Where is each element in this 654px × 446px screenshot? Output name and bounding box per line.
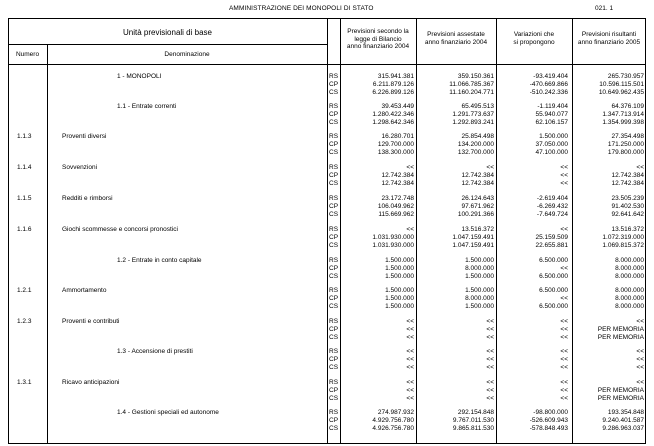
row-type-code: CP [329, 141, 339, 148]
table-cell: 8.000.000 [615, 303, 644, 310]
row-type-code: CP [329, 172, 339, 179]
table-cell: << [486, 318, 494, 325]
header-numero: Numero [15, 51, 40, 58]
divider [327, 18, 328, 444]
table-cell: << [406, 395, 414, 402]
divider [47, 44, 48, 444]
table-cell: << [560, 326, 568, 333]
table-cell: 92.641.642 [611, 211, 644, 218]
table-cell: 8.000.000 [465, 295, 494, 302]
table-cell: << [560, 164, 568, 171]
table-cell: << [560, 295, 568, 302]
table-cell: << [560, 348, 568, 355]
row-type-code: CS [329, 364, 339, 371]
table-cell: 8.000.000 [465, 265, 494, 272]
row-type-code: RS [329, 318, 339, 325]
table-cell: PER MEMORIA [597, 326, 644, 333]
table-cell: 100.291.366 [457, 211, 494, 218]
table-cell: 1.500.000 [385, 257, 414, 264]
row-type-code: RS [329, 348, 339, 355]
table-cell: << [636, 364, 644, 371]
table-cell: << [560, 387, 568, 394]
table-cell: 9.767.011.530 [452, 417, 494, 424]
table-cell: 12.742.384 [381, 180, 414, 187]
table-cell: -1.119.404 [537, 103, 568, 110]
table-cell: 1.298.642.346 [372, 119, 414, 126]
table-cell: -7.649.724 [536, 211, 568, 218]
table-cell: 106.049.962 [377, 203, 414, 210]
table-cell: 129.700.000 [377, 141, 414, 148]
table-cell: << [560, 180, 568, 187]
table-cell: << [486, 326, 494, 333]
table-cell: 6.211.879.126 [372, 81, 414, 88]
row-type-code: CS [329, 119, 339, 126]
table-cell: 1.031.930.000 [372, 234, 414, 241]
row-denominazione: Proventi diversi [62, 133, 107, 140]
table-cell: PER MEMORIA [597, 395, 644, 402]
table-cell: 1.047.159.491 [452, 234, 494, 241]
table-cell: << [636, 318, 644, 325]
row-type-code: CP [329, 234, 339, 241]
row-type-code: CS [329, 334, 339, 341]
table-cell: 6.500.000 [539, 257, 568, 264]
row-denominazione: Sovvenzioni [62, 164, 98, 171]
table-cell: 11.160.204.771 [449, 89, 494, 96]
table-cell: 62.106.157 [535, 119, 568, 126]
table-cell: 1.354.999.398 [602, 119, 644, 126]
row-type-code: RS [329, 379, 339, 386]
table-cell: 8.000.000 [615, 287, 644, 294]
table-cell: 6.500.000 [539, 273, 568, 280]
table-cell: 1.500.000 [465, 303, 494, 310]
row-type-code: CP [329, 417, 339, 424]
row-type-code: CS [329, 303, 339, 310]
table-cell: 6.500.000 [539, 303, 568, 310]
table-cell: << [636, 379, 644, 386]
table-cell: 13.516.372 [461, 226, 494, 233]
row-number: 1.1.4 [17, 164, 32, 171]
table-cell: 292.154.848 [457, 409, 494, 416]
table-cell: 265.730.957 [607, 73, 644, 80]
row-denominazione: 1.1 - Entrate correnti [117, 103, 177, 110]
table-cell: << [560, 356, 568, 363]
table-cell: << [406, 226, 414, 233]
table-cell: 26.124.643 [461, 195, 494, 202]
table-cell: 12.742.384 [461, 180, 494, 187]
table-cell: 115.669.962 [378, 211, 414, 218]
table-cell: 1.047.159.491 [452, 242, 494, 249]
row-type-code: RS [329, 226, 339, 233]
table-cell: -526.609.943 [529, 417, 568, 424]
row-number: 1.1.5 [17, 195, 32, 202]
table-cell: 9.286.963.037 [602, 425, 644, 432]
table-cell: << [486, 395, 494, 402]
table-cell: 134.200.000 [457, 141, 494, 148]
table-cell: 1.500.000 [385, 303, 414, 310]
row-type-code: CP [329, 326, 339, 333]
table-cell: 9.240.401.587 [602, 417, 644, 424]
table-cell: 1.347.713.914 [602, 111, 644, 118]
table-cell: << [486, 164, 494, 171]
row-denominazione: 1.2 - Entrate in conto capitale [117, 257, 202, 264]
table-cell: << [560, 364, 568, 371]
table-cell: << [560, 379, 568, 386]
table-cell: << [486, 364, 494, 371]
row-type-code: CP [329, 295, 339, 302]
row-type-code: RS [329, 195, 339, 202]
table-cell: << [406, 164, 414, 171]
table-cell: << [486, 379, 494, 386]
row-type-code: CS [329, 425, 339, 432]
page-number: 021. 1 [595, 5, 614, 12]
table-cell: 9.865.811.530 [452, 425, 494, 432]
row-type-code: RS [329, 257, 339, 264]
row-type-code: CS [329, 89, 339, 96]
table-cell: 4.926.756.780 [372, 425, 414, 432]
row-type-code: CP [329, 81, 339, 88]
row-number: 1.1.6 [17, 226, 32, 233]
table-cell: 1.500.000 [465, 287, 494, 294]
table-cell: 10.649.962.435 [598, 89, 644, 96]
table-cell: 23.505.239 [611, 195, 644, 202]
table-cell: 23.172.748 [381, 195, 414, 202]
row-denominazione: Proventi e contributi [62, 318, 120, 325]
table-cell: << [560, 318, 568, 325]
row-number: 1.2.1 [17, 287, 32, 294]
table-cell: << [406, 364, 414, 371]
row-type-code: CP [329, 111, 339, 118]
row-denominazione: Giochi scommesse e concorsi pronostici [62, 226, 178, 233]
table-cell: << [406, 387, 414, 394]
table-cell: << [486, 348, 494, 355]
row-denominazione: 1.3 - Accensione di prestiti [117, 348, 193, 355]
table-cell: -510.242.336 [529, 89, 568, 96]
table-cell: 1.072.319.000 [602, 234, 644, 241]
table-cell: 37.050.000 [535, 141, 568, 148]
table-cell: 39.453.449 [381, 103, 414, 110]
table-cell: 55.940.077 [535, 111, 568, 118]
table-cell: 12.742.384 [611, 172, 644, 179]
row-type-code: CP [329, 265, 339, 272]
table-cell: << [406, 334, 414, 341]
header-col4: Previsioni risultanti anno finanziario 2005 [577, 31, 641, 46]
table-cell: 1.500.000 [385, 287, 414, 294]
table-cell: << [636, 348, 644, 355]
table-cell: 1.500.000 [385, 265, 414, 272]
row-type-code: RS [329, 409, 339, 416]
table-cell: 1.291.773.637 [452, 111, 494, 118]
table-cell: << [560, 172, 568, 179]
row-type-code: CS [329, 395, 339, 402]
table-cell: 8.000.000 [615, 273, 644, 280]
row-number: 1.3.1 [17, 379, 32, 386]
table-cell: -93.419.404 [533, 73, 568, 80]
table-cell: << [486, 356, 494, 363]
divider [8, 44, 327, 45]
row-type-code: RS [329, 287, 339, 294]
table-cell: 171.250.000 [607, 141, 644, 148]
table-cell: 13.516.372 [611, 226, 644, 233]
table-cell: 27.354.498 [611, 133, 644, 140]
table-cell: << [636, 356, 644, 363]
table-cell: PER MEMORIA [597, 387, 644, 394]
header-col2: Previsioni assestate anno finanziario 2004 [424, 31, 488, 46]
table-cell: 47.100.000 [535, 149, 568, 156]
header-denominazione: Denominazione [164, 51, 210, 58]
table-cell: 132.700.000 [457, 149, 494, 156]
table-cell: 8.000.000 [615, 295, 644, 302]
table-cell: -6.269.432 [536, 203, 568, 210]
table-cell: 1.500.000 [539, 133, 568, 140]
table-cell: 1.500.000 [465, 273, 494, 280]
table-cell: << [406, 348, 414, 355]
row-type-code: RS [329, 164, 339, 171]
table-cell: << [560, 395, 568, 402]
table-cell: 1.500.000 [385, 295, 414, 302]
table-cell: 91.402.530 [611, 203, 644, 210]
table-cell: 25.159.509 [535, 234, 568, 241]
table-cell: 315.941.381 [377, 73, 414, 80]
table-cell: 1.500.000 [385, 273, 414, 280]
table-cell: -470.669.866 [529, 81, 568, 88]
row-type-code: CP [329, 356, 339, 363]
row-denominazione: Ricavo anticipazioni [62, 379, 120, 386]
header-col1: Previsioni secondo la legge di Bilancio anno finanziario 2004 [346, 28, 410, 50]
table-cell: 138.300.000 [377, 149, 414, 156]
row-type-code: CS [329, 273, 339, 280]
table-cell: 274.987.932 [377, 409, 414, 416]
row-type-code: CS [329, 211, 339, 218]
table-cell: << [486, 387, 494, 394]
row-type-code: CS [329, 149, 339, 156]
row-type-code: CS [329, 242, 339, 249]
table-cell: 1.292.893.241 [452, 119, 494, 126]
table-cell: -578.848.493 [529, 425, 568, 432]
table-cell: << [560, 334, 568, 341]
table-cell: 97.671.962 [461, 203, 494, 210]
table-cell: 1.280.422.346 [372, 111, 414, 118]
row-type-code: RS [329, 103, 339, 110]
row-denominazione: 1.4 - Gestioni speciali ed autonome [117, 409, 219, 416]
table-cell: << [560, 226, 568, 233]
table-cell: 65.495.513 [461, 103, 494, 110]
table-cell: 10.596.115.501 [599, 81, 644, 88]
row-number: 1.2.3 [17, 318, 32, 325]
table-cell: << [486, 334, 494, 341]
row-denominazione: Redditi e rimborsi [62, 195, 113, 202]
header-unita: Unità previsionali di base [123, 28, 212, 37]
header-divider [8, 64, 646, 65]
table-cell: 1.069.815.372 [602, 242, 644, 249]
table-cell: 4.929.756.780 [372, 417, 414, 424]
row-type-code: RS [329, 73, 339, 80]
table-cell: 8.000.000 [615, 265, 644, 272]
row-type-code: CS [329, 180, 339, 187]
table-cell: 25.854.498 [461, 133, 494, 140]
table-cell: 1.500.000 [465, 257, 494, 264]
table-cell: << [406, 379, 414, 386]
row-denominazione: 1 - MONOPOLI [117, 73, 162, 80]
table-cell: 8.000.000 [615, 257, 644, 264]
table-cell: << [406, 318, 414, 325]
table-cell: << [560, 265, 568, 272]
table-cell: << [406, 356, 414, 363]
table-cell: 359.150.361 [457, 73, 494, 80]
table-cell: 12.742.384 [381, 172, 414, 179]
table-cell: PER MEMORIA [597, 334, 644, 341]
row-denominazione: Ammortamento [62, 287, 107, 294]
row-number: 1.1.3 [17, 133, 32, 140]
page-header-title: AMMINISTRAZIONE DEI MONOPOLI DI STATO [229, 5, 374, 12]
row-type-code: CP [329, 387, 339, 394]
table-cell: 1.031.930.000 [372, 242, 414, 249]
table-cell: 179.800.000 [607, 149, 644, 156]
table-cell: -98.800.000 [533, 409, 568, 416]
table-cell: 12.742.384 [461, 172, 494, 179]
header-col3: Variazioni che si propongono [513, 31, 555, 46]
table-cell: 22.655.881 [535, 242, 568, 249]
table-cell: 64.376.109 [611, 103, 644, 110]
table-cell: 6.226.899.126 [372, 89, 414, 96]
table-cell: 193.354.848 [607, 409, 644, 416]
row-type-code: RS [329, 133, 339, 140]
table-cell: -2.619.404 [536, 195, 568, 202]
table-cell: 11.066.785.367 [449, 81, 494, 88]
table-cell: 12.742.384 [611, 180, 644, 187]
table-cell: << [636, 164, 644, 171]
table-cell: 6.500.000 [539, 287, 568, 294]
table-cell: 16.280.701 [381, 133, 414, 140]
table-cell: << [406, 326, 414, 333]
row-type-code: CP [329, 203, 339, 210]
